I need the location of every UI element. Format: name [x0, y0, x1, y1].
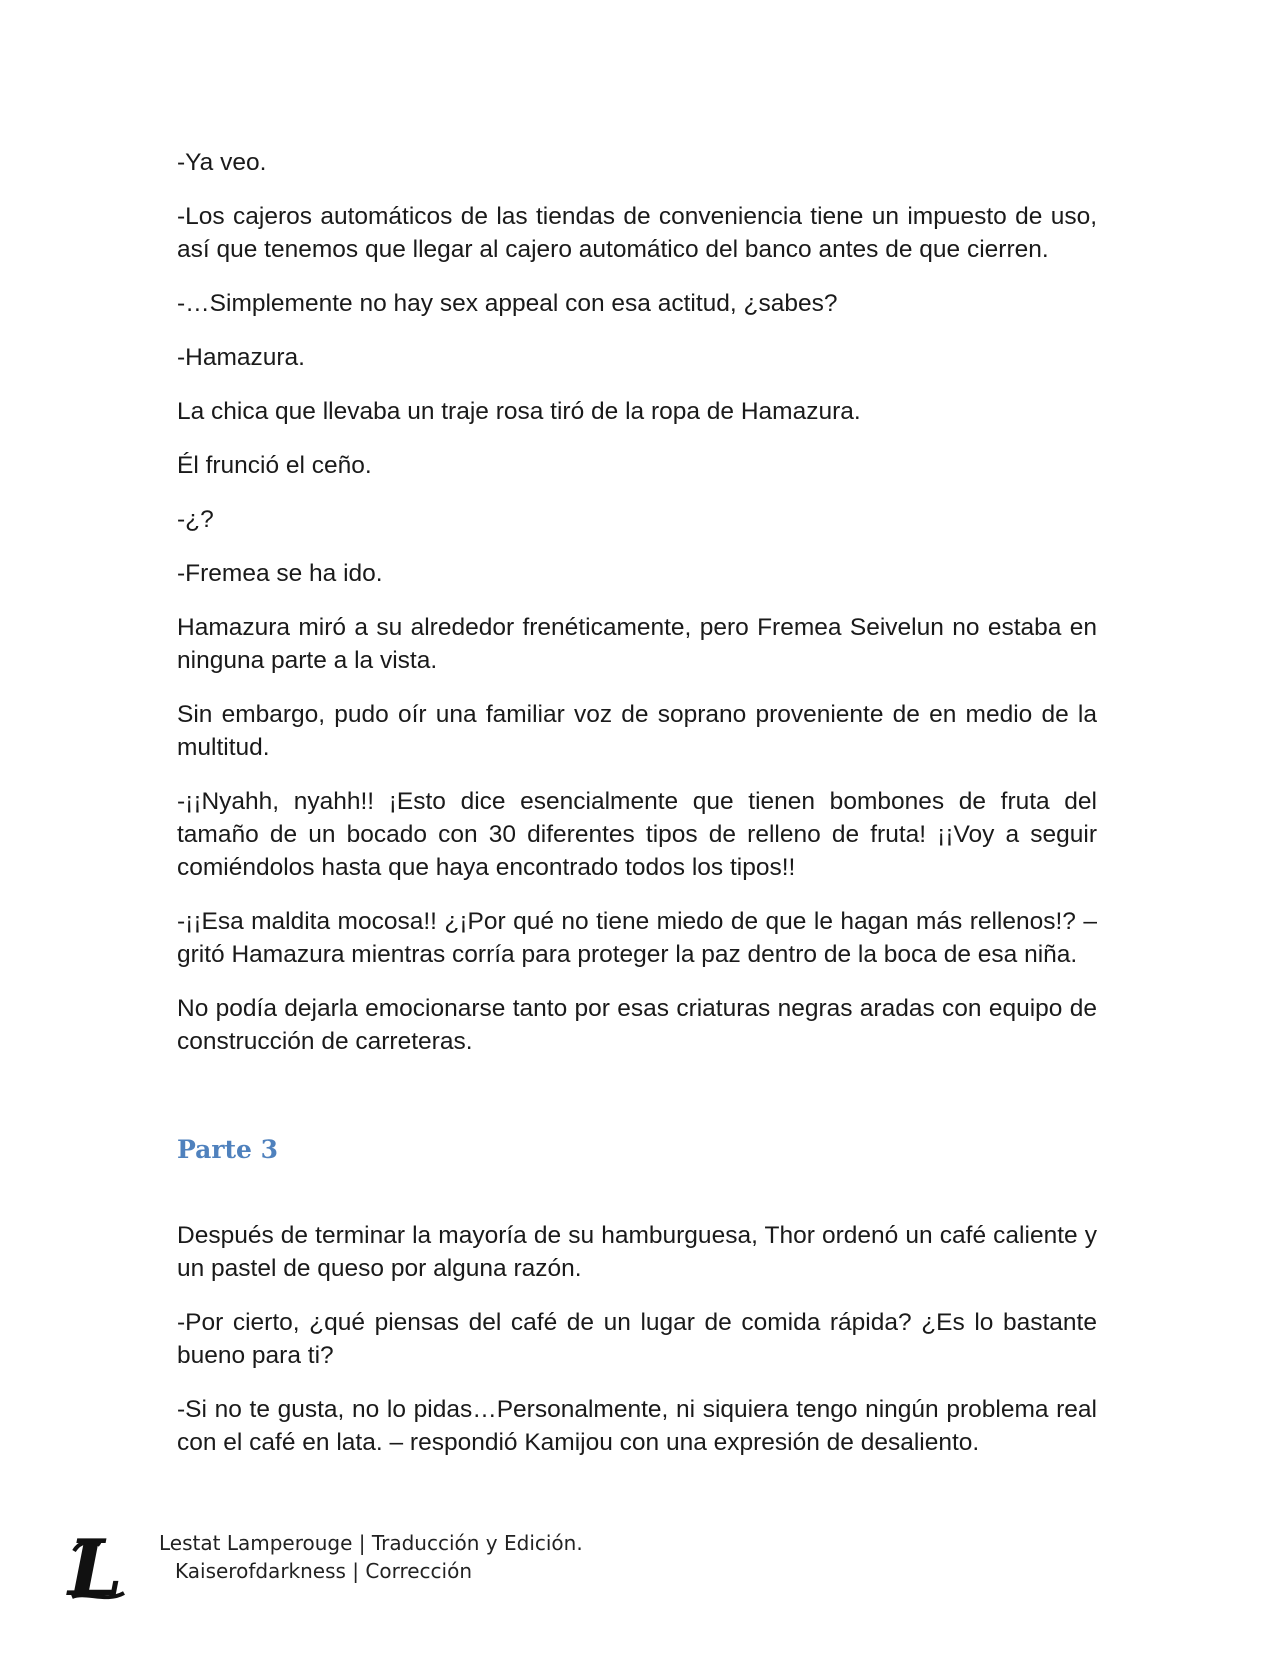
paragraph: -Por cierto, ¿qué piensas del café de un lugar de comida rápida? ¿Es lo bastante bueno para ti?: [177, 1309, 1097, 1369]
footer-credit-correction: Kaiserofdarkness | Corrección: [175, 1559, 473, 1583]
section-heading: Parte 3: [177, 1135, 279, 1164]
paragraph: -Fremea se ha ido.: [177, 560, 383, 587]
page-footer: [66, 1527, 766, 1607]
paragraph: -Ya veo.: [177, 149, 267, 176]
paragraph: -¿?: [177, 506, 214, 533]
paragraph: Él frunció el ceño.: [177, 452, 372, 479]
paragraph: Después de terminar la mayoría de su hamburguesa, Thor ordenó un café caliente y un pastel de queso por alguna razón.: [177, 1222, 1097, 1282]
paragraph: -…Simplemente no hay sex appeal con esa actitud, ¿sabes?: [177, 290, 838, 317]
paragraph: -Si no te gusta, no lo pidas…Personalmente, ni siquiera tengo ningún problema real con el café en lata. – respondió Kamijou con una expresión de desaliento.: [177, 1396, 1097, 1456]
footer-credits: [159, 1529, 583, 1585]
paragraph: No podía dejarla emocionarse tanto por esas criaturas negras aradas con equipo de construcción de carreteras.: [177, 995, 1097, 1055]
paragraph: -¡¡Esa maldita mocosa!! ¿¡Por qué no tiene miedo de que le hagan más rellenos!? – gritó Hamazura mientras corría para proteger la paz dentro de la boca de esa niña.: [177, 908, 1097, 968]
paragraph: Sin embargo, pudo oír una familiar voz de soprano proveniente de en medio de la multitud.: [177, 701, 1097, 761]
page-body: [177, 146, 1097, 1480]
footer-credit-translation: Lestat Lamperouge | Traducción y Edición.: [159, 1531, 583, 1555]
paragraph: -¡¡Nyahh, nyahh!! ¡Esto dice esencialmente que tienen bombones de fruta del tamaño de un bocado con 30 diferentes tipos de relleno de fruta! ¡¡Voy a seguir comiéndolos hasta que haya encontrado todos los tipos!!: [177, 788, 1097, 881]
paragraph: -Hamazura.: [177, 344, 305, 371]
section-body: [177, 1219, 1097, 1459]
gothic-letter-l-icon: [66, 1531, 130, 1603]
paragraph: Hamazura miró a su alrededor frenéticamente, pero Fremea Seivelun no estaba en ninguna parte a la vista.: [177, 614, 1097, 674]
paragraph: La chica que llevaba un traje rosa tiró de la ropa de Hamazura.: [177, 398, 861, 425]
svg-text:L: L: [68, 1531, 123, 1603]
paragraph: -Los cajeros automáticos de las tiendas de conveniencia tiene un impuesto de uso, así que tenemos que llegar al cajero automático del banco antes de que cierren.: [177, 203, 1097, 263]
